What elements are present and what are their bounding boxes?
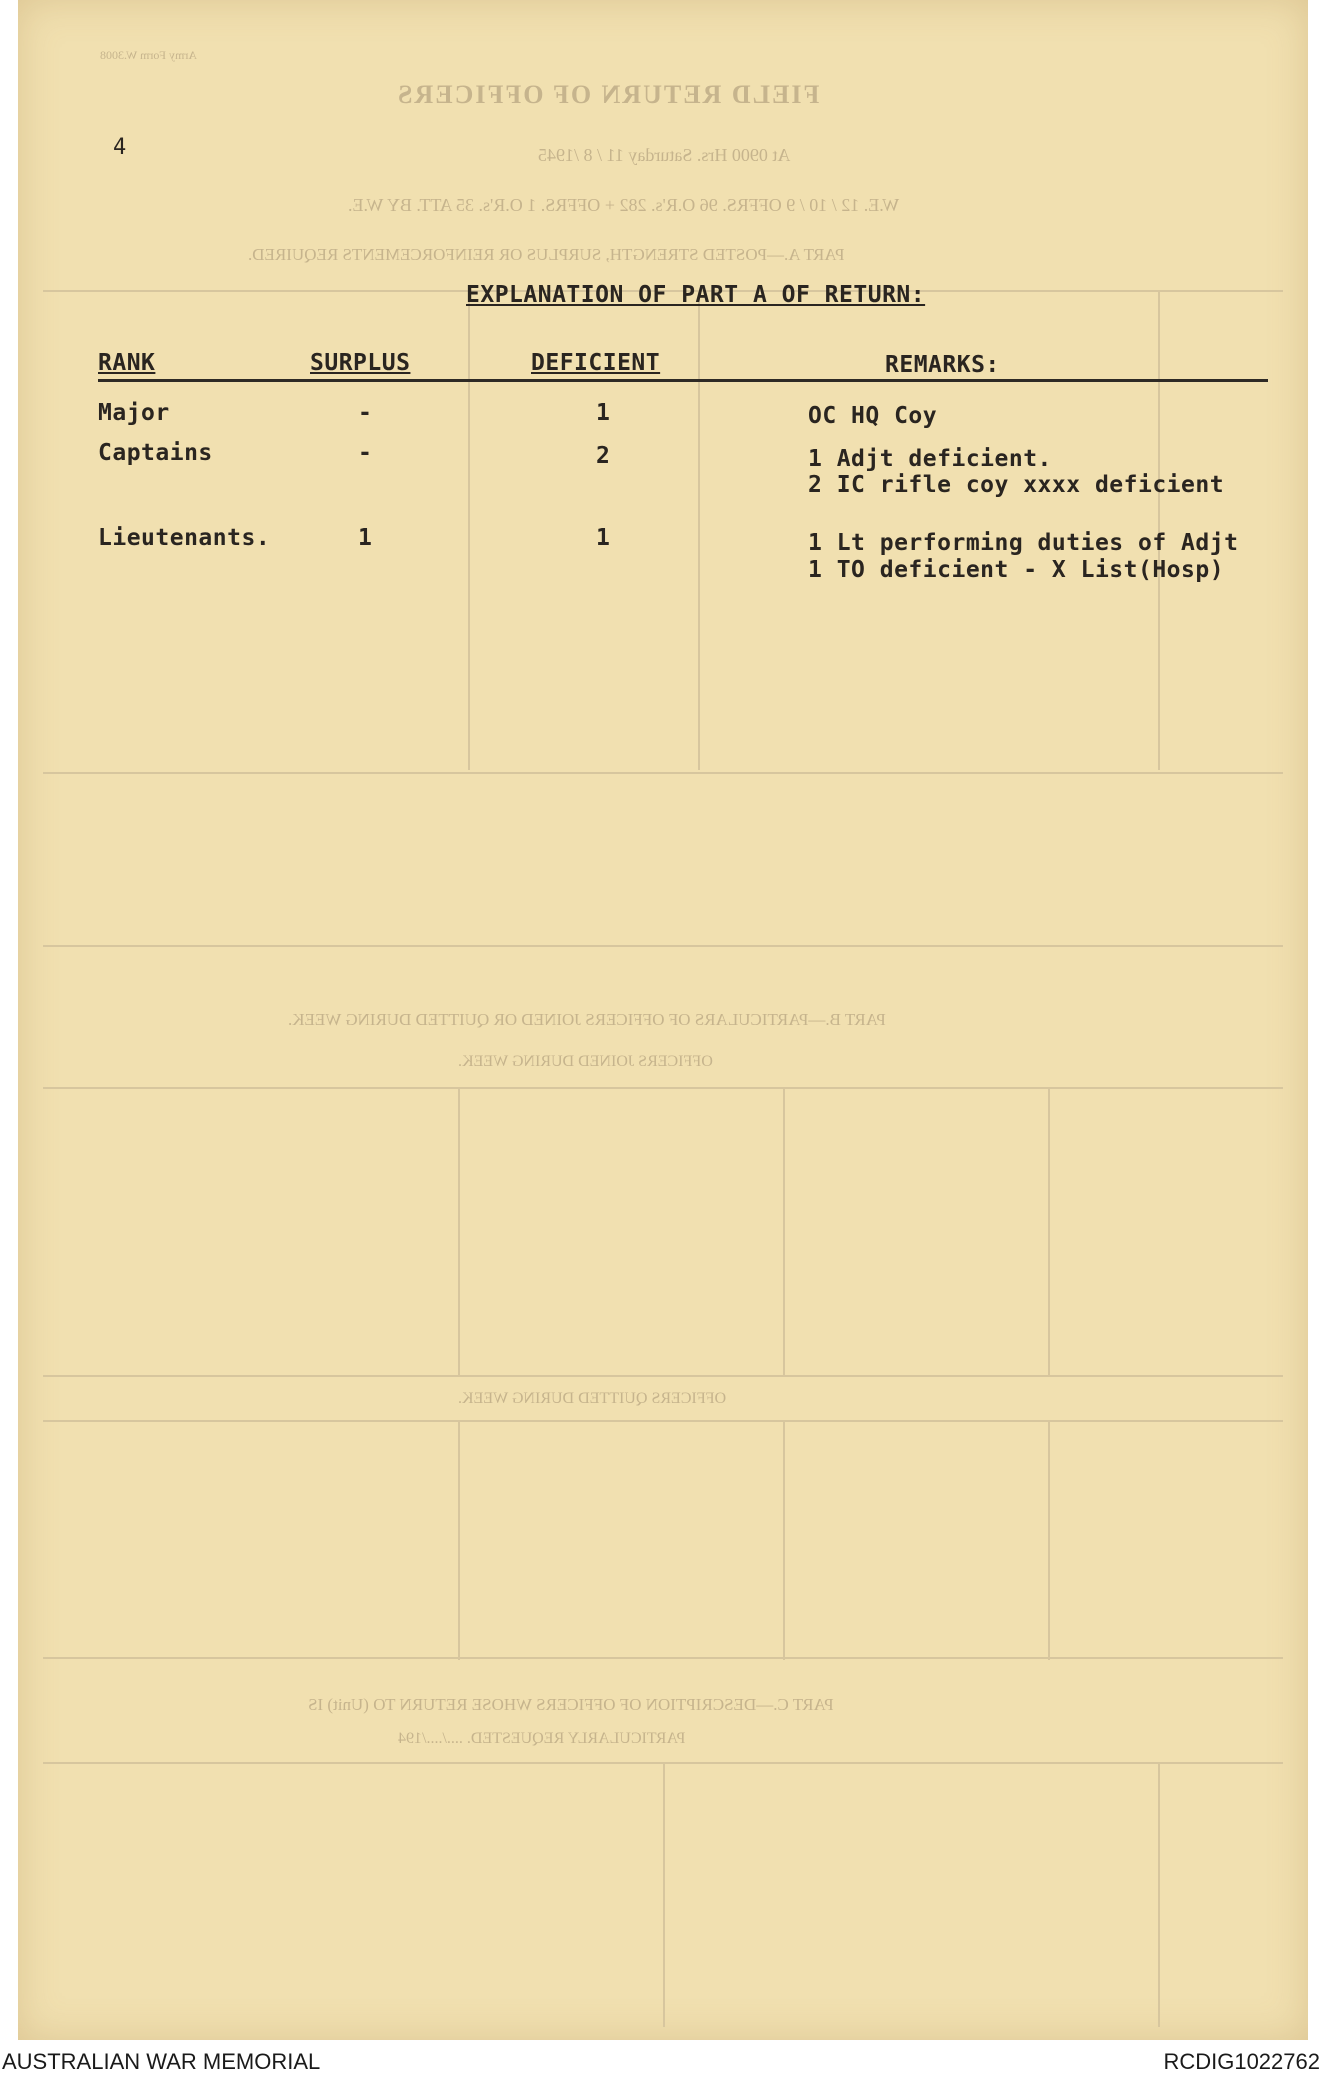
- column-header-rank: RANK: [98, 350, 156, 376]
- part-a-heading: PART A.—POSTED STRENGTH, SURPLUS OR REINFORCEMENTS REQUIRED.: [248, 245, 845, 264]
- column-header-deficient: DEFICIENT: [531, 350, 661, 376]
- table-rule: [43, 945, 1283, 947]
- table-rule: [43, 1657, 1283, 1659]
- row-remark: 1 Lt performing duties of Adjt: [808, 530, 1239, 556]
- row-remark: 1 Adjt deficient.: [808, 446, 1052, 472]
- row-remark: OC HQ Coy: [808, 403, 938, 429]
- column-header-remarks: REMARKS:: [885, 352, 1000, 378]
- row-surplus: -: [358, 400, 373, 426]
- row-surplus: 1: [358, 525, 373, 551]
- quitted-heading: OFFICERS QUITTED DURING WEEK.: [458, 1390, 727, 1407]
- header-rule: [98, 379, 1268, 382]
- margin-mark: 4: [113, 135, 127, 160]
- row-remark: 1 TO deficient - X List(Hosp): [808, 557, 1225, 583]
- part-c-heading: PART C.—DESCRIPTION OF OFFICERS WHOSE RETURN TO (Unit) IS: [308, 1695, 834, 1714]
- row-deficient: 2: [596, 443, 611, 469]
- table-column-rule: [1048, 1420, 1050, 1660]
- table-column-rule: [468, 290, 470, 770]
- row-deficient: 1: [596, 400, 611, 426]
- table-rule: [43, 1420, 1283, 1422]
- row-remark: 2 IC rifle coy xxxx deficient: [808, 472, 1225, 498]
- we-line: W.E. 12 / 10 / 9 OFFRS. 96 O.R's. 282 + OFFRS. 1 O.R's. 35 ATT. BY W.E.: [348, 195, 900, 215]
- joined-heading: OFFICERS JOINED DURING WEEK.: [458, 1053, 713, 1070]
- row-rank: Captains: [98, 440, 213, 466]
- table-column-rule: [663, 1762, 665, 2027]
- table-column-rule: [458, 1087, 460, 1377]
- row-rank: Lieutenants.: [98, 525, 271, 551]
- table-column-rule: [783, 1087, 785, 1377]
- table-column-rule: [1158, 1762, 1160, 2027]
- part-c-subheading: PARTICULARLY REQUESTED. ..../..../194: [398, 1730, 686, 1747]
- table-column-rule: [783, 1420, 785, 1660]
- table-rule: [43, 1375, 1283, 1377]
- document-page: [18, 0, 1308, 2040]
- row-rank: Major: [98, 400, 170, 426]
- explanation-title: EXPLANATION OF PART A OF RETURN:: [466, 282, 926, 308]
- row-deficient: 1: [596, 525, 611, 551]
- at-line: At 0900 Hrs. Saturday 11 / 8 /1945: [538, 145, 791, 165]
- part-b-heading: PART B.—PARTICULARS OF OFFICERS JOINED OR QUITTED DURING WEEK.: [288, 1010, 886, 1029]
- footer-institution: AUSTRALIAN WAR MEMORIAL: [2, 2049, 321, 2074]
- form-reference: Army Form W.3008: [100, 48, 198, 62]
- footer-reference: RCDIG1022762: [1163, 2049, 1320, 2074]
- table-column-rule: [458, 1420, 460, 1660]
- archive-footer: [0, 2041, 1326, 2081]
- table-rule: [43, 1087, 1283, 1089]
- column-header-surplus: SURPLUS: [310, 350, 411, 376]
- form-title: FIELD RETURN OF OFFICERS: [396, 80, 820, 109]
- row-surplus: -: [358, 440, 373, 466]
- table-column-rule: [698, 290, 700, 770]
- table-column-rule: [1048, 1087, 1050, 1377]
- table-rule: [43, 772, 1283, 774]
